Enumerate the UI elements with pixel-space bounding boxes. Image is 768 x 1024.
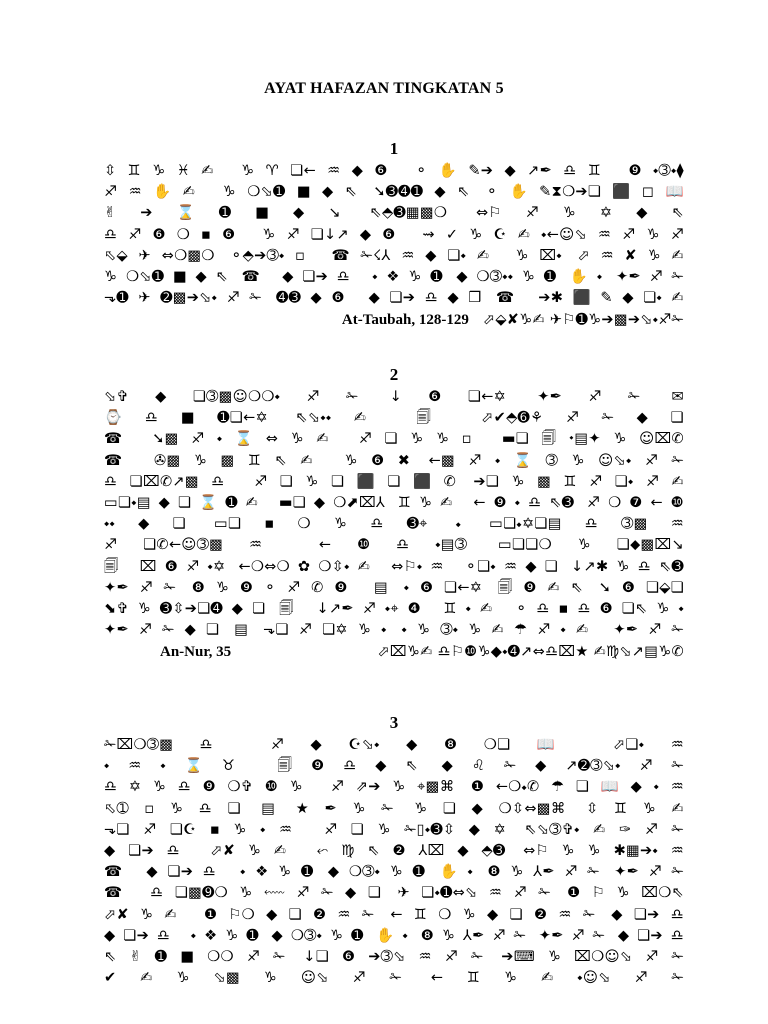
verse-line: ✌➔⌛➊■◆↘ ⇖⬘➌▦▩❍ ⇔⚐♐♑✡◆⇖ — [104, 205, 684, 222]
surah-reference: At-Taubah, 128-129 — [341, 311, 469, 328]
verse-section-3 — [104, 711, 684, 989]
verse-line: ♐❏✆←☺➂▩♒ ←❿♎⬩▤➂ ▭❏❏❍♑❏⬥▩⌧↘ — [104, 537, 684, 554]
verse-line: ⇳♊♑♓✍ ♑♈❏←♒◆❻ ⚬✋✎➔◆↗✒♎♊ ❾⬩➂⬩⧫ — [104, 163, 684, 179]
verse-line: ⬩♒⬩⌛♉ 🗐❾♎◆⇖ ◆♌✁◆↗➋➂⬂⬩♐✁ — [104, 758, 684, 775]
verse-line: ♑❍⬂➊■◆⇖ ☎ ◆❏➔♎ ⬩❖♑➊ ◆❍➂⬩⬩♑➊ ✋⬩ ✦✒♐✁ — [104, 268, 684, 285]
reference-text: ⬀⌧♑✍ ♎⚐❿♑◆⬩➍↗⇔♎⌧★ ✍♍⬂↗▤♑✆ — [377, 644, 684, 661]
verse-line: ♎✡♑♎❾❍✞❿♑ ♐⇗➔♑⌖▩⌘ ❶←❍⬩✆☂❏📖◆⬩♒ — [104, 779, 684, 796]
verse-line: ⇖✌➊■❍❍♐✁ ↓❏❻➔➂⬂♒♐✁ ➔⌨♑⌧❍☺⬂♐✁ — [104, 948, 684, 965]
verse-line: ⬁⬙✈⇔❍▩❍ ⚬⬘➔➂⬩▫ ☎✁☇⅄♒◆❏⬩✍ ♑⌧⬩ ⬀♒✘♑✍ — [104, 247, 684, 264]
verse-reference — [104, 641, 684, 663]
verse-line: ♎♐❻❍▪❻ ♑♐❏↓↗◆❻ ⇝✓♑☪✍⬩←☺⬂♒♐♑♐ — [104, 226, 684, 243]
verse-line: ⬀✘♑✍ ❶⚐❍◆❏❷♒✁ ←♊❍♑◆❏❷♒✁ ◆❏➔♎ — [104, 906, 684, 923]
verse-line: ⬩⬩◆❏ ▭❏▪❍♑♎➌⌖ ⬩ ▭❏⬩✡❏▤♎➂▩♒ — [104, 516, 684, 533]
verse-line: ◆❏➔♎ ⬀✘♑✍ ⬿♍⇖❷⅄⌧◆⬘➌ ⇔⚐♑♑✱▦➔⬩♒ — [104, 842, 684, 859]
verse-line: ⬎➊✈➋▩➔⬂⬩♐✁ ➍➌◆❻ ◆❏➔♎◆❒ ☎ ➔✱⬛✎◆❏⬩✍ — [104, 290, 684, 307]
verse-reference — [104, 309, 684, 331]
verse-line: ◆❏➔♎ ⬩❖♑➊ ◆❍➂⬩♑➊ ✋⬩ ❽♑⅄✒♐✁ ✦✒♐✁ ◆❏➔♎ — [104, 927, 684, 944]
verse-line: ⬂✞◆❏➂▩☺❍❍⬩♐✁ ↓❻❏←✡ ✦✒♐✁ ✉ — [104, 389, 684, 405]
surah-reference: An-Nur, 35 — [160, 643, 232, 660]
verse-line: ☎ ♎❏▩➒❍♑⬳♐✁◆❏ ✈❏⬩➊⇔⬂♒♐✁ ❶⚐♑⌧❍⇖ — [104, 885, 684, 902]
verse-line: ⌚♎■➊❏←✡ ⇖⬂⬩⬩✍ 🗐 ⬀✔⬘➏⚘♐✁◆❏ — [104, 410, 684, 427]
reference-text: ⬀⬙✘♑✍ ✈⚐➊♑➔▩➔⬂⬩♐✁ — [482, 312, 684, 329]
verse-line: ♎❏⌧✆↗▩♎ ♐❏♑❏⬛❏⬛✆ ➔❏♑▩♊♐❏⬩♐✍ — [104, 473, 684, 490]
verse-line: ⬊✞♑➌⇳➔❏➍◆❏ 🗐 ↓↗✒♐⬩⌖❹ ♊⬩✍ ⚬♎▪♎❻❏⇖♑⬩ — [104, 600, 684, 617]
verse-line: ☎ ➘▩♐⬩⌛⇔♑✍ ♐❏♑♑▫ ▬❏🗐⬩▤✦♑☺⌧✆ — [104, 431, 684, 448]
page-title: AYAT HAFAZAN TINGKATAN 5 — [264, 80, 504, 97]
verse-line: 🗐 ⌧❻♐⬩✡ ←❍⇔❍✿❍⇳⬩✍ ⇔⚐⬩♒ ⚬❏⬩♒◆❏ ↓↗✱♑♎⇖➌ — [104, 558, 684, 575]
verse-line: ☎ ◆❏➔♎ ⬩❖♑➊ ◆❍➂⬩♑➊ ✋⬩ ❽♑⅄✒♐✁ ✦✒♐✁ — [104, 864, 684, 881]
verse-line: ⬎❏♐❏☪▪♑⬩♒ ♐❏♑✁▯⬩➌⇳◆✡ ⇖⬂➂✞⬩✍✑♐✁ — [104, 821, 684, 838]
verse-line: ✦✒♐✁◆❏ ▤ ⬎❏♐❏✡♑⬩ ⬩♑➂⬩♑✍☂♐⬩✍ ✦✒♐✁ — [104, 622, 684, 639]
verse-line: ✦✒♐✁ ❽♑❾⚬♐✆❾ ▤ ⬩❻❏←✡ 🗐❾✍⇖ ➘❻❏⬙❏ — [104, 579, 684, 596]
verse-line: ✁⌧❍➂▩♎ ♐◆☪⬂⬩◆❽❍❏📖 ⬀❏⬩♒ — [104, 737, 684, 753]
verse-line: ♐♒✋✍ ♑❍⬂➊■◆⇖ ➘➌➍➊◆⇖ ⚬✋✎⧗❍➔❏⬛◻📖 — [104, 184, 684, 201]
verse-line: ▭❏⬩▤◆❏⌛➊✍ ▬❏◆❍⬈⌧⅄ ♊♑✍ ←❾⬩♎⇖➌ ♐❍❼←❿ — [104, 494, 684, 511]
verse-line: ✔✍♑⬂▩♑☺⬂♐✁ ←♊♑✍⬩☺⬂♐✁ — [104, 970, 684, 987]
verse-section-2 — [104, 363, 684, 663]
verse-number: 1 — [389, 139, 399, 158]
verse-section-1 — [104, 137, 684, 331]
verse-number: 3 — [389, 713, 399, 732]
verse-number: 2 — [389, 365, 399, 384]
verse-line: ⬁➀▫♑♎❏ ▤ ★✒♑✁ ♑❏◆❍⇳⇔▩⌘ ⇳♊♑✍ — [104, 800, 684, 817]
verse-line: ☎ ✇▩♑▩♊⇖✍ ♑❻✖ ←▩♐⬩⌛➂♑☺⬂⬩♐✁ — [104, 452, 684, 469]
